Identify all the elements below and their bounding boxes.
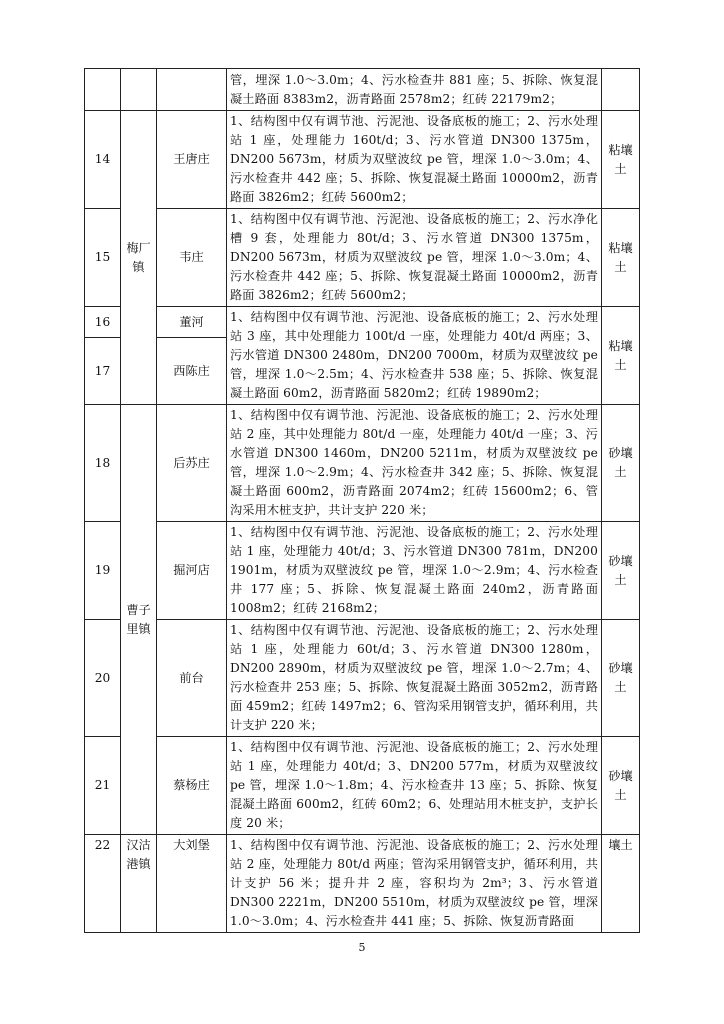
table-row <box>85 737 640 835</box>
soil-cell: 粘壤土 <box>602 209 640 307</box>
town-cell <box>121 69 157 111</box>
soil-cell: 粘壤土 <box>602 307 640 405</box>
engineering-scope-table <box>84 68 640 933</box>
table-row <box>85 307 640 338</box>
village-cell: 董河 <box>157 307 227 338</box>
village-cell <box>157 69 227 111</box>
table-row <box>85 522 640 620</box>
soil-cell <box>602 69 640 111</box>
row-number: 15 <box>85 209 121 307</box>
town-cell: 曹子里镇 <box>121 405 157 835</box>
table-row <box>85 209 640 307</box>
scope-cell: 1、结构图中仅有调节池、污泥池、设备底板的施工；2、污水处理站 1 座，处理能力 160t/d；3、污水管道 DN300 1375m，DN200 5673m，材质为双壁波纹 pe 管，埋深 1.0～3.0m；4、污水检查井 442 座；5、拆除、恢复混凝土路面 10000m2，沥青路面 3826m2；红砖 5600m2； <box>227 111 602 209</box>
scope-cell: 1、结构图中仅有调节池、污泥池、设备底板的施工；2、污水处理站 2 座，其中处理能力 80t/d 一座，处理能力 40t/d 一座；3、污水管道 DN300 1460m，DN200 5211m，材质为双壁波纹 pe 管，埋深 1.0～2.9m；4、污水检查井 342 座；5、拆除、恢复混凝土路面 600m2，沥青路面 2074m2；红砖 15600m2；6、管沟采用木桩支护，共计支护 220 米； <box>227 405 602 522</box>
row-number <box>85 69 121 111</box>
table-row <box>85 111 640 209</box>
table-row <box>85 620 640 737</box>
row-number: 18 <box>85 405 121 522</box>
row-number: 19 <box>85 522 121 620</box>
village-cell: 韦庄 <box>157 209 227 307</box>
village-cell: 西陈庄 <box>157 338 227 405</box>
row-number: 21 <box>85 737 121 835</box>
scope-cell: 1、结构图中仅有调节池、污泥池、设备底板的施工；2、污水处理站 2 座，处理能力 80t/d 两座；管沟采用钢管支护，循环利用，共计支护 56 米；提升井 2 座，容积均为 2m³；3、污水管道 DN300 2221m，DN200 5510m，材质为双壁波纹 pe 管，埋深 1.0～3.0m；4、污水检查井 441 座；5、拆除、恢复沥青路面 <box>227 835 602 933</box>
village-cell: 王唐庄 <box>157 111 227 209</box>
page-number: 5 <box>358 941 366 954</box>
table-row <box>85 405 640 522</box>
town-cell: 梅厂镇 <box>121 111 157 405</box>
village-cell: 大刘堡 <box>157 835 227 933</box>
village-cell: 前台 <box>157 620 227 737</box>
soil-cell: 粘壤土 <box>602 111 640 209</box>
row-number: 22 <box>85 835 121 933</box>
soil-cell: 砂壤土 <box>602 405 640 522</box>
row-number: 16 <box>85 307 121 338</box>
table-row <box>85 69 640 111</box>
village-cell: 掘河店 <box>157 522 227 620</box>
row-number: 17 <box>85 338 121 405</box>
scope-cell: 1、结构图中仅有调节池、污泥池、设备底板的施工；2、污水处理站 1 座，处理能力 40t/d；3、DN200 577m，材质为双壁波纹 pe 管，埋深 1.0～1.8m；4、污水检查井 13 座；5、拆除、恢复混凝土路面 600m2，红砖 60m2；6、处理站用木桩支护，支护长度 20 米； <box>227 737 602 835</box>
soil-cell: 砂壤土 <box>602 522 640 620</box>
village-cell: 后苏庄 <box>157 405 227 522</box>
soil-cell: 砂壤土 <box>602 737 640 835</box>
scope-cell: 1、结构图中仅有调节池、污泥池、设备底板的施工；2、污水处理站 1 座，处理能力 40t/d；3、污水管道 DN300 781m，DN200 1901m，材质为双壁波纹 pe 管，埋深 1.0～2.9m；4、污水检查井 177 座；5、拆除、恢复混凝土路面 240m2，沥青路面 1008m2；红砖 2168m2； <box>227 522 602 620</box>
soil-cell: 壤土 <box>602 835 640 933</box>
table-row <box>85 835 640 933</box>
row-number: 20 <box>85 620 121 737</box>
scope-cell: 1、结构图中仅有调节池、污泥池、设备底板的施工；2、污水处理站 3 座，其中处理能力 100t/d 一座，处理能力 40t/d 两座；3、污水管道 DN300 2480m，DN200 7000m，材质为双壁波纹 pe 管，埋深 1.0～2.5m；4、污水检查井 538 座；5、拆除、恢复混凝土路面 60m2，沥青路面 5820m2；红砖 19890m2； <box>227 307 602 405</box>
scope-cell: 1、结构图中仅有调节池、污泥池、设备底板的施工；2、污水处理站 1 座，处理能力 60t/d；3、污水管道 DN300 1280m，DN200 2890m，材质为双壁波纹 pe 管，埋深 1.0～2.7m；4、污水检查井 253 座；5、拆除、恢复混凝土路面 3052m2，沥青路面 459m2；红砖 1497m2；6、管沟采用钢管支护，循环利用，共计支护 220 米； <box>227 620 602 737</box>
row-number: 14 <box>85 111 121 209</box>
town-cell: 汉沽港镇 <box>121 835 157 933</box>
village-cell: 蔡杨庄 <box>157 737 227 835</box>
soil-cell: 砂壤土 <box>602 620 640 737</box>
scope-cell: 1、结构图中仅有调节池、污泥池、设备底板的施工；2、污水净化槽 9 套，处理能力 80t/d；3、污水管道 DN300 1375m，DN200 5673m，材质为双壁波纹 pe 管，埋深 1.0～3.0m；4、污水检查井 442 座；5、拆除、恢复混凝土路面 10000m2，沥青路面 3826m2；红砖 5600m2； <box>227 209 602 307</box>
scope-cell: 管，埋深 1.0～3.0m；4、污水检查井 881 座；5、拆除、恢复混凝土路面 8383m2，沥青路面 2578m2；红砖 22179m2； <box>227 69 602 111</box>
